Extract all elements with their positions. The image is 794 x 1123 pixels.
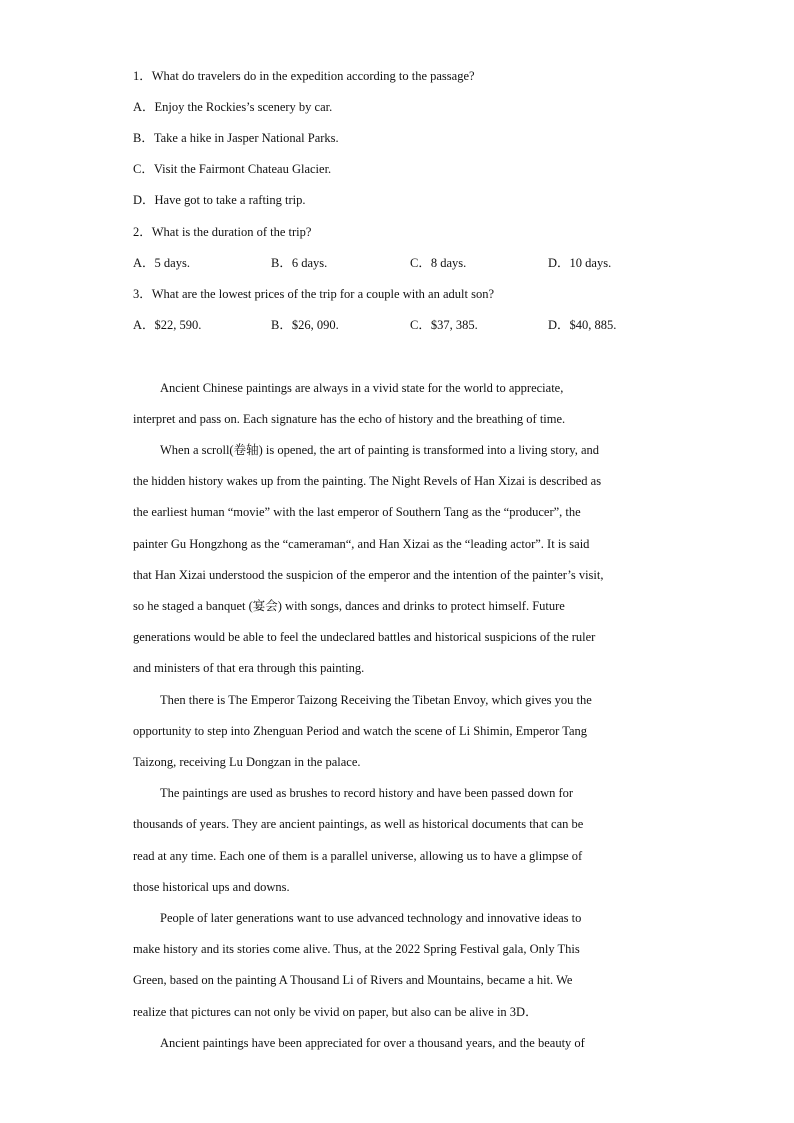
passage-line: The paintings are used as brushes to record history and have been passed down for	[160, 786, 574, 800]
question-2-stem: 2．What is the duration of the trip?	[133, 225, 312, 239]
question-1-option-a: A．Enjoy the Rockies’s scenery by car.	[133, 100, 333, 114]
passage-line: realize that pictures can not only be vivid on paper, but also can be alive in 3D．	[133, 1005, 538, 1019]
question-3-option-d: D．$40, 885.	[548, 318, 617, 332]
question-3-option-c: C．$37, 385.	[410, 318, 478, 332]
passage-line: the hidden history wakes up from the painting. The Night Revels of Han Xizai is described as	[133, 474, 602, 488]
passage-line: Ancient paintings have been appreciated for over a thousand years, and the beauty of	[160, 1036, 585, 1050]
question-1-stem: 1．What do travelers do in the expedition according to the passage?	[133, 69, 475, 83]
passage-line: those historical ups and downs.	[133, 880, 290, 894]
question-1-option-d: D．Have got to take a rafting trip.	[133, 193, 306, 207]
question-2-option-a: A．5 days.	[133, 256, 190, 270]
question-1-option-b: B．Take a hike in Jasper National Parks.	[133, 131, 339, 145]
question-3-option-a: A．$22, 590.	[133, 318, 202, 332]
question-2-option-c: C．8 days.	[410, 256, 467, 270]
passage-line: interpret and pass on. Each signature has the echo of history and the breathing of time.	[133, 412, 566, 426]
question-2-option-d: D．10 days.	[548, 256, 612, 270]
passage-line: Then there is The Emperor Taizong Receiving the Tibetan Envoy, which gives you the	[160, 693, 592, 707]
question-1-option-c: C．Visit the Fairmont Chateau Glacier.	[133, 162, 332, 176]
passage-line: that Han Xizai understood the suspicion of the emperor and the intention of the painter’s visit,	[133, 568, 604, 582]
passage-line: opportunity to step into Zhenguan Period and watch the scene of Li Shimin, Emperor Tang	[133, 724, 588, 738]
passage-line: People of later generations want to use advanced technology and innovative ideas to	[160, 911, 582, 925]
passage-line: When a scroll(卷轴) is opened, the art of painting is transformed into a living story, and	[160, 443, 600, 457]
passage-line: Ancient Chinese paintings are always in a vivid state for the world to appreciate,	[160, 381, 564, 395]
passage-line: thousands of years. They are ancient paintings, as well as historical documents that can be	[133, 817, 584, 831]
question-2-option-b: B．6 days.	[271, 256, 328, 270]
passage-line: Taizong, receiving Lu Dongzan in the palace.	[133, 755, 361, 769]
passage-line: Green, based on the painting A Thousand Li of Rivers and Mountains, became a hit. We	[133, 973, 573, 987]
passage-line: read at any time. Each one of them is a parallel universe, allowing us to have a glimpse of	[133, 849, 583, 863]
question-3-stem: 3．What are the lowest prices of the trip for a couple with an adult son?	[133, 287, 494, 301]
passage-line: painter Gu Hongzhong as the “cameraman“, and Han Xizai as the “leading actor”. It is said	[133, 537, 590, 551]
passage-line: so he staged a banquet (宴会) with songs, dances and drinks to protect himself. Future	[133, 599, 565, 613]
passage-line: the earliest human “movie” with the last emperor of Southern Tang as the “producer”, the	[133, 505, 581, 519]
passage-line: make history and its stories come alive. Thus, at the 2022 Spring Festival gala, Only This	[133, 942, 580, 956]
passage-line: and ministers of that era through this painting.	[133, 661, 365, 675]
passage-line: generations would be able to feel the undeclared battles and historical suspicions of the ruler	[133, 630, 596, 644]
question-3-option-b: B．$26, 090.	[271, 318, 339, 332]
